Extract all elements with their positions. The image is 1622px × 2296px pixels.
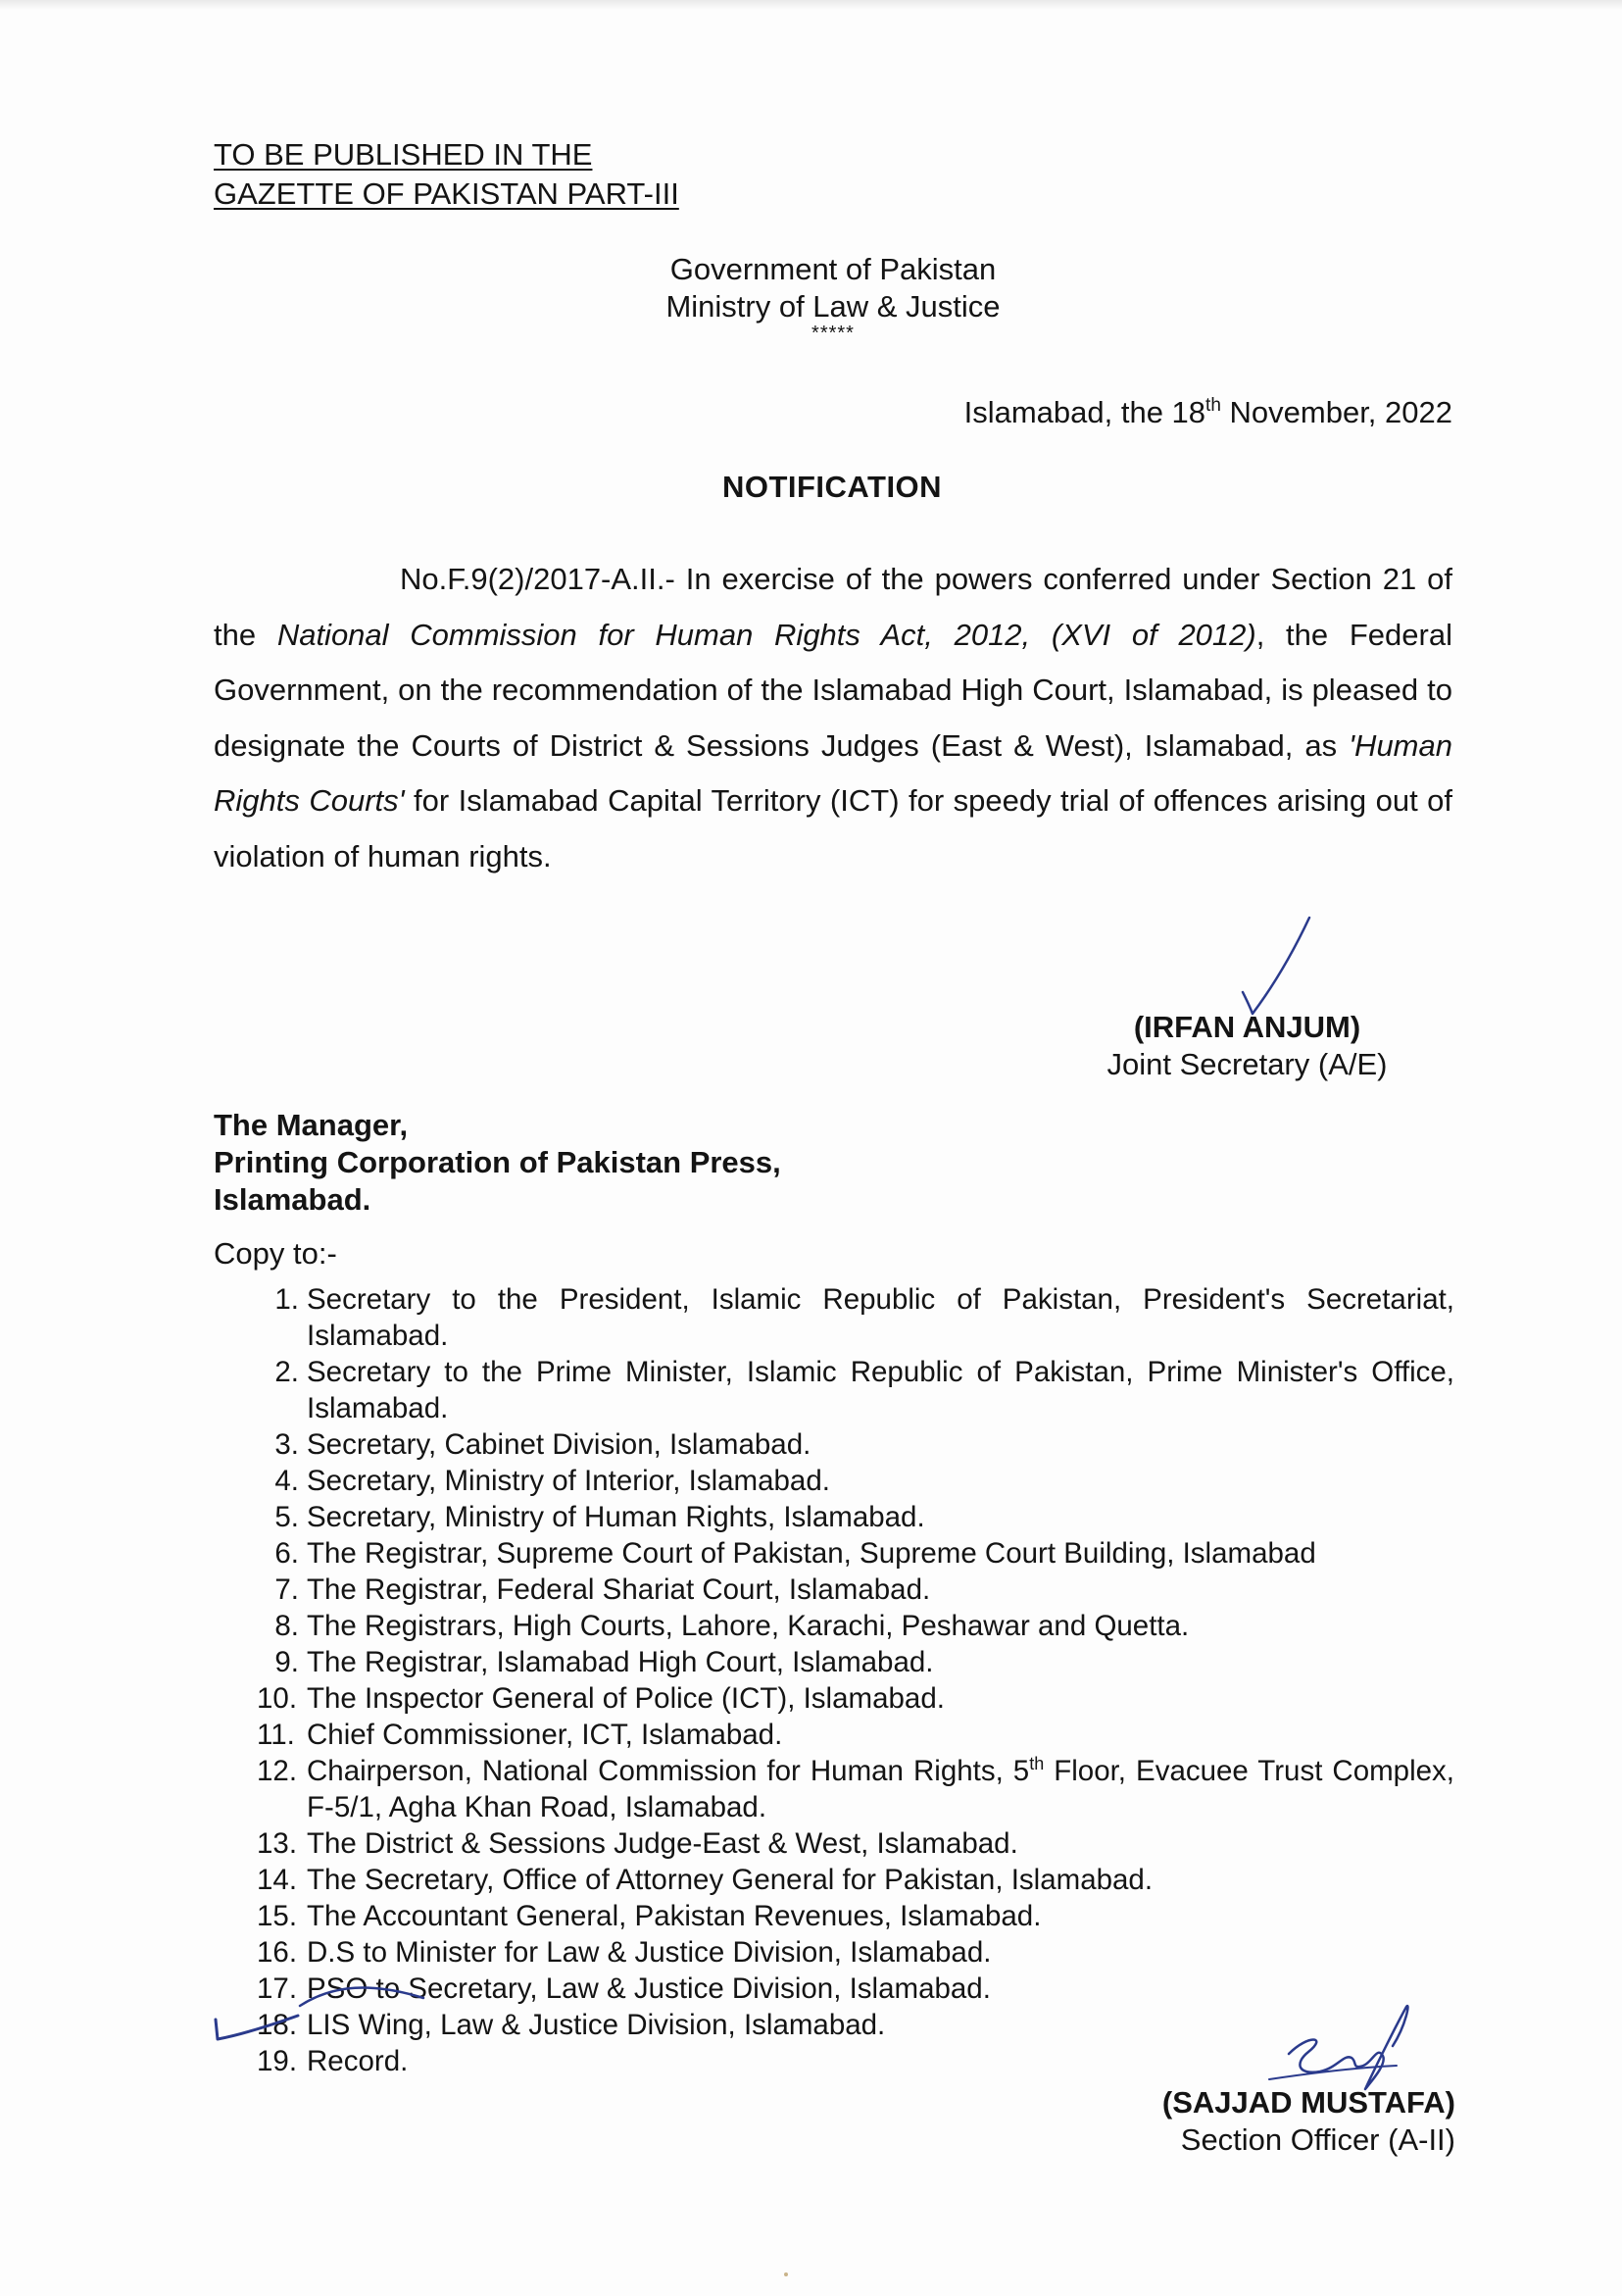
copy-to-label: Copy to:- bbox=[214, 1236, 337, 1271]
copy-to-list bbox=[214, 1281, 1454, 2079]
list-item: 13. The District & Sessions Judge-East & West, Islamabad. bbox=[257, 1827, 1018, 1860]
date-rest: November, 2022 bbox=[1220, 395, 1452, 429]
list-item: 3. Secretary, Cabinet Division, Islamabad. bbox=[274, 1428, 811, 1461]
notification-body bbox=[214, 552, 1452, 884]
list-item: 8. The Registrars, High Courts, Lahore, Karachi, Peshawar and Quetta. bbox=[274, 1610, 1190, 1642]
addressee-line-2: Printing Corporation of Pakistan Press, bbox=[214, 1145, 781, 1179]
list-item: 11. Chief Commissioner, ICT, Islamabad. bbox=[257, 1719, 783, 1751]
gazette-line-2: GAZETTE OF PAKISTAN PART-III bbox=[214, 176, 679, 211]
signatory-block-2 bbox=[1127, 2084, 1455, 2159]
ministry-line: Ministry of Law & Justice bbox=[665, 289, 1001, 324]
list-item: 4. Secretary, Ministry of Interior, Islamabad. bbox=[274, 1465, 830, 1497]
notification-title: NOTIFICATION bbox=[721, 470, 943, 504]
list-item: 12. Chairperson, National Commission for Human Rights, 5th Floor, Evacuee Trust Complex, F-5/1, Agha Khan Road, Islamabad. bbox=[257, 1754, 1454, 1823]
gazette-line-1: TO BE PUBLISHED IN THE bbox=[214, 137, 593, 172]
ministry-heading bbox=[627, 251, 1039, 344]
pen-tick-icon bbox=[210, 2000, 308, 2059]
list-item: 16. D.S to Minister for Law & Justice Division, Islamabad. bbox=[257, 1936, 992, 1969]
list-item: 9. The Registrar, Islamabad High Court, Islamabad. bbox=[274, 1646, 934, 1678]
list-item: 10. The Inspector General of Police (ICT), Islamabad. bbox=[257, 1682, 945, 1715]
list-item: 18. LIS Wing, Law & Justice Division, Islamabad. bbox=[257, 2009, 886, 2041]
list-item: 14. The Secretary, Office of Attorney General for Pakistan, Islamabad. bbox=[257, 1864, 1154, 1896]
signatory-name: (IRFAN ANJUM) bbox=[1133, 1010, 1361, 1044]
addressee-line-1: The Manager, bbox=[214, 1108, 409, 1142]
date-prefix: Islamabad, the 18 bbox=[963, 395, 1206, 429]
list-item: 15. The Accountant General, Pakistan Revenues, Islamabad. bbox=[257, 1900, 1042, 1932]
list-item: 2. Secretary to the Prime Minister, Islamic Republic of Pakistan, Prime Minister's Office, Islamabad. bbox=[274, 1356, 1454, 1424]
signature-tick-icon bbox=[1225, 912, 1343, 1020]
body-part-3: for Islamabad Capital Territory (ICT) for speedy trial of offences arising out of violation of human rights. bbox=[214, 783, 1452, 873]
date-line bbox=[941, 395, 1452, 430]
act-name: National Commission for Human Rights Act, 2012, (XVI of 2012) bbox=[276, 617, 1256, 652]
list-item: 5. Secretary, Ministry of Human Rights, Islamabad. bbox=[274, 1501, 925, 1533]
date-ordinal: th bbox=[1205, 395, 1221, 416]
list-item: 17. PSO to Secretary, Law & Justice Division, Islamabad. bbox=[257, 1972, 991, 2005]
list-item: 1. Secretary to the President, Islamic Republic of Pakistan, President's Secretariat, Islamabad. bbox=[274, 1283, 1454, 1352]
pen-strike-icon bbox=[294, 1963, 431, 2021]
body-part-1: No.F.9(2)/2017-A.II.- In exercise of the powers conferred under Section 21 of the bbox=[214, 562, 1452, 652]
signatory-name: (SAJJAD MUSTAFA) bbox=[1161, 2085, 1455, 2120]
list-item: 6. The Registrar, Supreme Court of Pakistan, Supreme Court Building, Islamabad bbox=[274, 1537, 1316, 1570]
list-item: 19. Record. bbox=[257, 2045, 409, 2077]
scan-edge bbox=[0, 0, 1622, 10]
addressee-line-3: Islamabad. bbox=[214, 1182, 371, 1217]
gazette-heading bbox=[214, 135, 679, 214]
scan-speck bbox=[784, 2272, 788, 2276]
signatory-designation: Joint Secretary (A/E) bbox=[1106, 1047, 1388, 1081]
signatory-designation: Section Officer (A-II) bbox=[1180, 2122, 1455, 2157]
separator-stars: ***** bbox=[811, 323, 855, 344]
addressee-block bbox=[214, 1107, 781, 1219]
court-designation: 'Human Rights Courts' bbox=[214, 727, 1452, 818]
government-line: Government of Pakistan bbox=[669, 252, 997, 286]
list-item: 7. The Registrar, Federal Shariat Court, Islamabad. bbox=[274, 1573, 931, 1606]
body-part-2: , the Federal Government, on the recommendation of the Islamabad High Court, Islamabad, is pleased to designate the Courts of District & Sessions Judges (East & West), Islamabad, as bbox=[214, 617, 1452, 763]
signatory-block-1 bbox=[1078, 1009, 1416, 1083]
